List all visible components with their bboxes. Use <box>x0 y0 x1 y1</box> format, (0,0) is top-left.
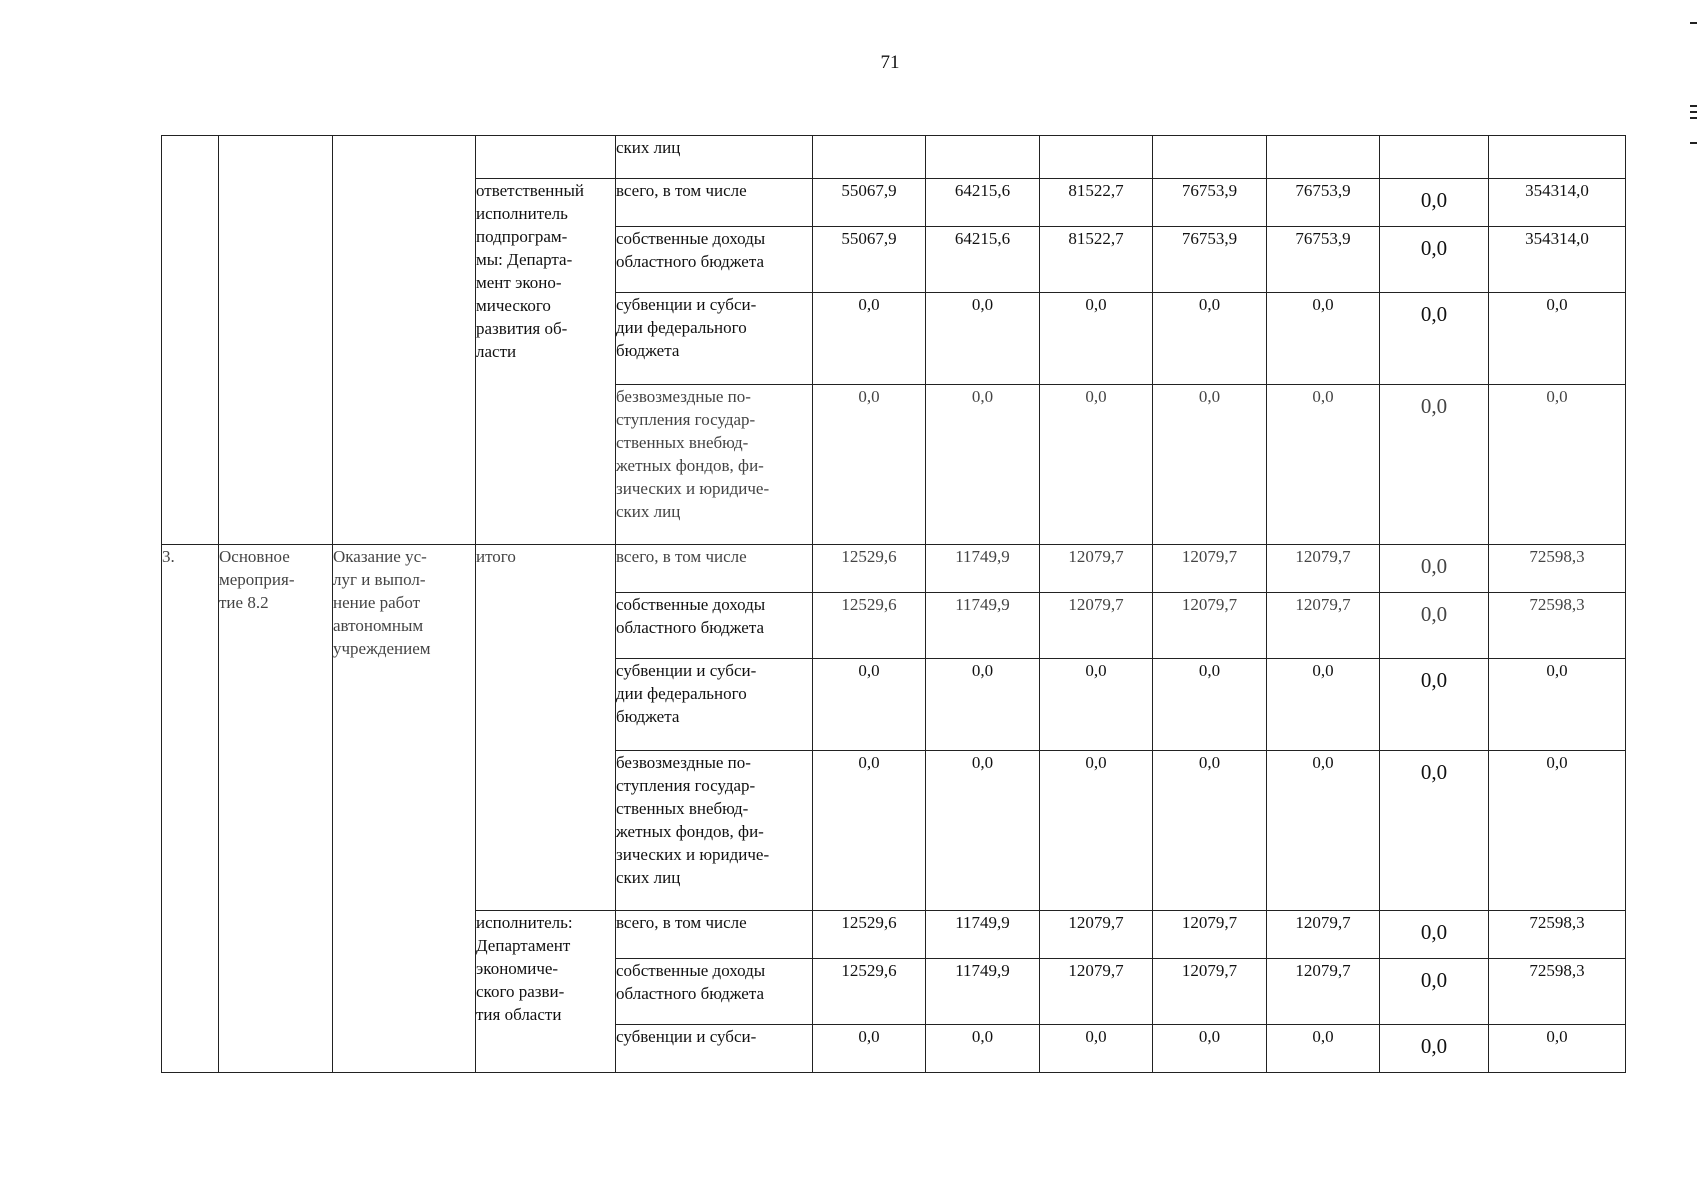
value-cell: 354314,0 <box>1489 179 1626 227</box>
activity-description <box>333 545 476 1073</box>
cell-line: тие 8.2 <box>219 593 269 612</box>
source-cell <box>616 227 813 293</box>
value-cell: 76753,9 <box>1153 179 1267 227</box>
value-cell: 0,0 <box>1489 293 1626 385</box>
value-cell: 0,0 <box>926 1025 1040 1073</box>
cell-line: ского разви- <box>476 982 565 1001</box>
cell-line: областного бюджета <box>616 618 765 637</box>
value-cell: 0,0 <box>1380 751 1489 911</box>
cell-line: зических и юридиче- <box>616 845 770 864</box>
value-cell: 0,0 <box>1153 293 1267 385</box>
value-cell: 0,0 <box>1267 385 1380 545</box>
value-cell: 0,0 <box>926 385 1040 545</box>
executor-cell <box>476 911 616 1073</box>
source-cell <box>616 659 813 751</box>
source-cell <box>616 959 813 1025</box>
value-cell: 0,0 <box>813 293 926 385</box>
value-cell: 12079,7 <box>1153 959 1267 1025</box>
value-cell: 11749,9 <box>926 545 1040 593</box>
value-cell: 12079,7 <box>1040 911 1153 959</box>
value-cell: 0,0 <box>813 751 926 911</box>
value-cell: 12529,6 <box>813 593 926 659</box>
cell-line: субвенции и субси- <box>616 295 757 314</box>
value-cell: 0,0 <box>1380 959 1489 1025</box>
cell-line: областного бюджета <box>616 984 765 1003</box>
cell-line: ских лиц <box>616 502 681 521</box>
value-cell: 55067,9 <box>813 227 926 293</box>
source-cell <box>616 1025 813 1073</box>
cell-line: ступления государ- <box>616 410 756 429</box>
cell-line: собственные доходы <box>616 961 766 980</box>
value-cell: 0,0 <box>1489 1025 1626 1073</box>
cell-line: Департамент <box>476 936 571 955</box>
value-cell: 0,0 <box>1489 385 1626 545</box>
cell-line: тия области <box>476 1005 562 1024</box>
cell-line: жетных фондов, фи- <box>616 822 764 841</box>
value-cell: 12079,7 <box>1267 911 1380 959</box>
value-cell: 0,0 <box>1153 1025 1267 1073</box>
cell-line: луг и выпол- <box>333 570 426 589</box>
value-cell: 12079,7 <box>1267 545 1380 593</box>
value-cell <box>1040 136 1153 179</box>
cell-line: всего, в том числе <box>616 547 747 566</box>
value-cell: 0,0 <box>1267 659 1380 751</box>
total-label-cell: итого <box>476 545 616 911</box>
cell-line: исполнитель: <box>476 913 573 932</box>
source-cell: ских лиц <box>616 136 813 179</box>
cell-line: собственные доходы <box>616 229 766 248</box>
value-cell: 72598,3 <box>1489 959 1626 1025</box>
value-cell: 0,0 <box>1489 751 1626 911</box>
value-cell: 81522,7 <box>1040 179 1153 227</box>
value-cell: 12079,7 <box>1267 593 1380 659</box>
cell-line: ственных внебюд- <box>616 799 749 818</box>
cell-line: экономиче- <box>476 959 559 978</box>
cell-line: бюджета <box>616 341 680 360</box>
cell-line: всего, в том числе <box>616 913 747 932</box>
value-cell <box>1153 136 1267 179</box>
cell-line: субвенции и субси- <box>616 661 757 680</box>
cell-line: мероприя- <box>219 570 295 589</box>
cell-line: учреждением <box>333 639 431 658</box>
value-cell: 64215,6 <box>926 179 1040 227</box>
value-cell: 12079,7 <box>1153 545 1267 593</box>
value-cell: 81522,7 <box>1040 227 1153 293</box>
cell-line: всего, в том числе <box>616 181 747 200</box>
value-cell: 0,0 <box>1267 751 1380 911</box>
source-cell <box>616 751 813 911</box>
value-cell: 64215,6 <box>926 227 1040 293</box>
value-cell: 0,0 <box>1040 751 1153 911</box>
value-cell: 0,0 <box>1267 1025 1380 1073</box>
value-cell: 12529,6 <box>813 959 926 1025</box>
value-cell: 11749,9 <box>926 959 1040 1025</box>
value-cell <box>813 136 926 179</box>
source-cell <box>616 293 813 385</box>
source-cell <box>616 911 813 959</box>
cell-line: Основное <box>219 547 290 566</box>
cell-line: областного бюджета <box>616 252 765 271</box>
table-row <box>162 136 1626 179</box>
value-cell: 72598,3 <box>1489 911 1626 959</box>
value-cell: 0,0 <box>1380 227 1489 293</box>
value-cell: 0,0 <box>1380 911 1489 959</box>
activity-name <box>219 545 333 1073</box>
cell-line: дии федерального <box>616 684 747 703</box>
value-cell: 11749,9 <box>926 911 1040 959</box>
value-cell: 0,0 <box>1153 751 1267 911</box>
cell-line: автономным <box>333 616 424 635</box>
source-cell <box>616 179 813 227</box>
cell-line: субвенции и субси- <box>616 1027 757 1046</box>
cell-line: подпрограм- <box>476 227 568 246</box>
value-cell: 0,0 <box>1040 1025 1153 1073</box>
value-cell <box>926 136 1040 179</box>
value-cell: 0,0 <box>1380 293 1489 385</box>
value-cell: 12079,7 <box>1267 959 1380 1025</box>
activity-number: 3. <box>162 545 219 1073</box>
value-cell: 12079,7 <box>1040 959 1153 1025</box>
cell-line: зических и юридиче- <box>616 479 770 498</box>
value-cell: 0,0 <box>1489 659 1626 751</box>
page-number: 71 <box>880 52 900 73</box>
cell-line: дии федерального <box>616 318 747 337</box>
table-body <box>162 136 1626 1073</box>
cell-line: мы: Департа- <box>476 250 573 269</box>
value-cell: 0,0 <box>1380 545 1489 593</box>
value-cell: 0,0 <box>1267 293 1380 385</box>
cell-line: ских лиц <box>616 868 681 887</box>
value-cell: 12529,6 <box>813 545 926 593</box>
value-cell: 0,0 <box>1040 659 1153 751</box>
value-cell: 0,0 <box>1380 385 1489 545</box>
value-cell: 0,0 <box>813 1025 926 1073</box>
value-cell: 0,0 <box>1040 293 1153 385</box>
value-cell: 0,0 <box>1380 1025 1489 1073</box>
value-cell <box>1267 136 1380 179</box>
cell-line: развития об- <box>476 319 568 338</box>
value-cell: 0,0 <box>1380 659 1489 751</box>
source-cell <box>616 593 813 659</box>
value-cell: 12079,7 <box>1153 593 1267 659</box>
cell-line: безвозмездные по- <box>616 753 751 772</box>
cell-line: собственные доходы <box>616 595 766 614</box>
value-cell <box>1489 136 1626 179</box>
value-cell: 72598,3 <box>1489 593 1626 659</box>
value-cell: 72598,3 <box>1489 545 1626 593</box>
budget-table <box>161 135 1626 1073</box>
value-cell: 0,0 <box>813 659 926 751</box>
source-cell <box>616 385 813 545</box>
cell-line: мического <box>476 296 551 315</box>
margin-marks <box>1689 0 1697 160</box>
cell-line: безвозмездные по- <box>616 387 751 406</box>
value-cell: 0,0 <box>926 659 1040 751</box>
executor-cell-empty <box>476 136 616 179</box>
value-cell: 354314,0 <box>1489 227 1626 293</box>
value-cell: 11749,9 <box>926 593 1040 659</box>
value-cell <box>1380 136 1489 179</box>
value-cell: 0,0 <box>926 293 1040 385</box>
value-cell: 0,0 <box>813 385 926 545</box>
source-cell <box>616 545 813 593</box>
value-cell: 76753,9 <box>1267 179 1380 227</box>
cell-line: жетных фондов, фи- <box>616 456 764 475</box>
executor-cell <box>476 179 616 545</box>
value-cell: 12079,7 <box>1153 911 1267 959</box>
cell-line: нение работ <box>333 593 421 612</box>
table-row <box>162 545 1626 593</box>
cell-line: ласти <box>476 342 517 361</box>
value-cell: 0,0 <box>1153 385 1267 545</box>
col-number-empty <box>162 136 219 545</box>
cell-line: ответственный <box>476 181 584 200</box>
value-cell: 76753,9 <box>1267 227 1380 293</box>
cell-line: Оказание ус- <box>333 547 427 566</box>
value-cell: 12079,7 <box>1040 593 1153 659</box>
value-cell: 0,0 <box>926 751 1040 911</box>
value-cell: 55067,9 <box>813 179 926 227</box>
value-cell: 0,0 <box>1380 179 1489 227</box>
col-name-empty <box>219 136 333 545</box>
cell-line: мент эконо- <box>476 273 562 292</box>
value-cell: 12529,6 <box>813 911 926 959</box>
col-description-empty <box>333 136 476 545</box>
cell-line: бюджета <box>616 707 680 726</box>
cell-line: ственных внебюд- <box>616 433 749 452</box>
value-cell: 0,0 <box>1153 659 1267 751</box>
value-cell: 0,0 <box>1040 385 1153 545</box>
value-cell: 76753,9 <box>1153 227 1267 293</box>
value-cell: 12079,7 <box>1040 545 1153 593</box>
value-cell: 0,0 <box>1380 593 1489 659</box>
cell-line: исполнитель <box>476 204 568 223</box>
cell-line: ступления государ- <box>616 776 756 795</box>
